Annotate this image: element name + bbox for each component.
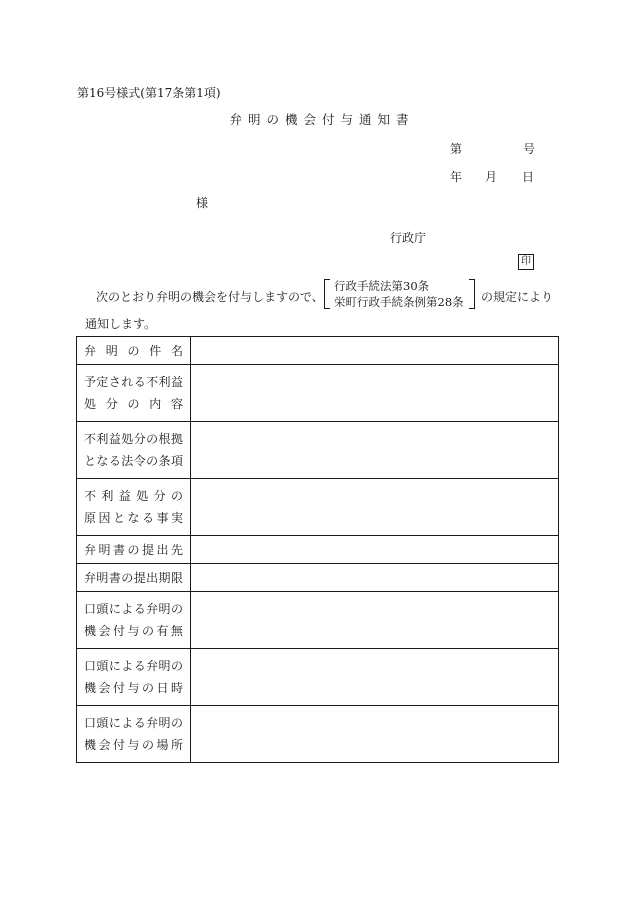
row-label-line: 口頭による弁明の <box>84 716 183 730</box>
row-label <box>77 564 191 592</box>
notice-text-prefix: 次のとおり弁明の機会を付与しますので、 <box>96 290 324 304</box>
row-value-field[interactable] <box>191 706 559 763</box>
row-label-line: 口頭による弁明の <box>84 659 183 673</box>
table-row <box>77 536 559 564</box>
table-row <box>77 479 559 536</box>
table-row <box>77 592 559 649</box>
date-year-label: 年 <box>450 170 463 184</box>
notice-text-line2: 通知します。 <box>85 317 157 331</box>
addressee-honorific: 様 <box>196 196 209 210</box>
row-value-field[interactable] <box>191 564 559 592</box>
table-row <box>77 365 559 422</box>
row-label <box>77 706 191 763</box>
table-row <box>77 422 559 479</box>
row-label <box>77 337 191 365</box>
row-label-line: 機会付与の有無 <box>84 624 183 638</box>
seal-stamp: 印 <box>518 254 534 270</box>
table-row <box>77 337 559 365</box>
form-number: 第16号様式(第17条第1項) <box>77 86 221 100</box>
right-bracket-icon <box>469 279 475 309</box>
table-row <box>77 564 559 592</box>
date-day-label: 日 <box>522 170 535 184</box>
row-label <box>77 422 191 479</box>
left-bracket-icon <box>324 279 330 309</box>
row-label-line: 機会付与の日時 <box>84 681 183 695</box>
row-label-line: 弁明の件名 <box>84 343 183 358</box>
row-value-field[interactable] <box>191 422 559 479</box>
law-option-act: 行政手続法第30条 <box>334 279 430 293</box>
law-option-ordinance: 栄町行政手続条例第28条 <box>334 295 464 309</box>
row-label <box>77 479 191 536</box>
notice-text-suffix: の規定により <box>481 290 554 304</box>
issuer-name: 行政庁 <box>390 231 427 245</box>
document-number-suffix: 号 <box>523 142 536 156</box>
row-label-line: 口頭による弁明の <box>84 602 183 616</box>
row-label-line: 処分の内容 <box>84 397 183 411</box>
notice-details-table <box>76 336 559 763</box>
row-label-line: となる法令の条項 <box>84 454 183 468</box>
row-label-line: 原因となる事実 <box>84 511 183 525</box>
row-label-line: 不利益処分の <box>84 489 183 503</box>
row-value-field[interactable] <box>191 365 559 422</box>
row-value-field[interactable] <box>191 337 559 365</box>
row-label <box>77 536 191 564</box>
date-month-label: 月 <box>485 170 498 184</box>
document-title: 弁明の機会付与通知書 <box>229 112 415 127</box>
table-row <box>77 649 559 706</box>
row-label-line: 弁明書の提出先 <box>84 542 183 557</box>
row-value-field[interactable] <box>191 592 559 649</box>
row-value-field[interactable] <box>191 649 559 706</box>
row-label-line: 予定される不利益 <box>84 375 183 389</box>
row-label <box>77 365 191 422</box>
row-label-line: 機会付与の場所 <box>84 738 183 752</box>
row-label <box>77 592 191 649</box>
row-value-field[interactable] <box>191 479 559 536</box>
document-number-prefix: 第 <box>450 142 463 156</box>
row-label-line: 弁明書の提出期限 <box>84 570 183 585</box>
row-label <box>77 649 191 706</box>
row-value-field[interactable] <box>191 536 559 564</box>
row-label-line: 不利益処分の根拠 <box>84 432 183 446</box>
table-row <box>77 706 559 763</box>
